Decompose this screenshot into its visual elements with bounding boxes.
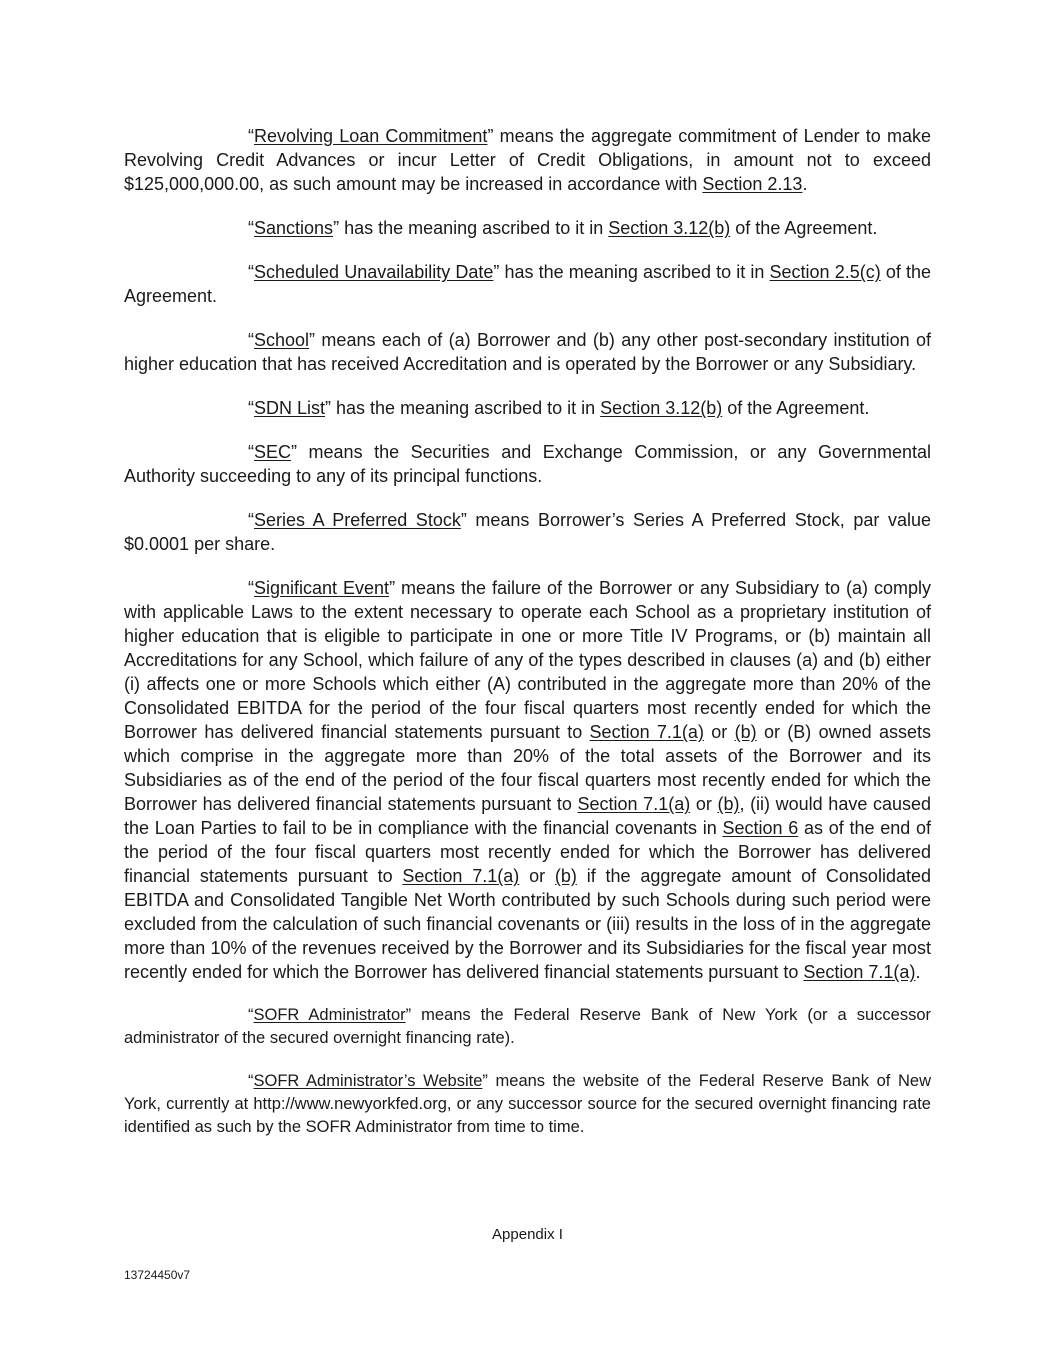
definition-text: of the Agreement. [722,398,870,418]
defined-term: Sanctions [254,218,334,238]
section-reference: Section 7.1(a) [577,794,691,814]
document-body [124,124,931,1159]
definition-paragraph: “SOFR Administrator’s Website” means the website of the Federal Reserve Bank of New York, currently at http://www.newyorkfed.org, or any successor source for the secured overnight financing rate identified as such by the SOFR Administrator from time to time. [124,1072,931,1136]
definition-text: of the Agreement. [730,218,878,238]
definition-text: has the meaning ascribed to it in [499,262,770,282]
defined-term: Revolving Loan Commitment [254,126,488,146]
definition-text: has the meaning ascribed to it in [339,218,609,238]
definition-text: means Borrower’s Series A Preferred Stock, par value $0.0001 per share. [124,510,931,554]
page-footer-label: Appendix I [492,1226,563,1243]
section-reference: Section 7.1(a) [803,962,916,982]
defined-term: SOFR Administrator’s Website [253,1072,483,1090]
definition-paragraph: “Sanctions” has the meaning ascribed to it in Section 3.12(b) of the Agreement. [248,218,878,238]
defined-term: SEC [254,442,292,462]
definition-paragraph: “SEC” means the Securities and Exchange Commission, or any Governmental Authority succeeding to any of its principal functions. [124,442,931,486]
document-id: 13724450v7 [124,1268,191,1282]
definition-paragraph: “Series A Preferred Stock” means Borrower’s Series A Preferred Stock, par value $0.0001 per share. [124,510,931,554]
section-reference: (b) [717,794,740,814]
section-reference: Section 3.12(b) [600,398,723,418]
definition-text: has the meaning ascribed to it in [331,398,601,418]
definition-text: if the aggregate amount of Consolidated EBITDA and Consolidated Tangible Net Worth contributed by such Schools during such period were excluded from the calculation of such financial covenants or (iii) results in the loss of in the aggregate more than 10% of the revenues received by the Borrower and its Subsidiaries for the fiscal year most recently ended for which the Borrower has delivered financial statements pursuant to [124,866,931,982]
defined-term: SOFR Administrator [253,1006,406,1024]
definition-text: means the Securities and Exchange Commission, or any Governmental Authority succeeding to any of its principal functions. [124,442,931,486]
section-reference: (b) [554,866,577,886]
section-reference: Section 7.1(a) [402,866,520,886]
section-reference: Section 2.5(c) [769,262,881,282]
section-reference: (b) [734,722,757,742]
definition-text: , (ii) would have caused the Loan Parties to fail to be in compliance with the financial covenants in [124,794,931,838]
definition-paragraph: “Scheduled Unavailability Date” has the meaning ascribed to it in Section 2.5(c) of the Agreement. [124,262,931,306]
definition-text: means each of (a) Borrower and (b) any other post-secondary institution of higher education that has received Accreditation and is operated by the Borrower or any Subsidiary. [124,330,931,374]
section-reference: Section 7.1(a) [589,722,704,742]
definition-text: means the website of the Federal Reserve Bank of New York, currently at http://www.newyorkfed.org, or any successor source for the secured overnight financing rate identified as such by the SOFR Administrator from time to time. [124,1072,931,1136]
definition-paragraph: “Significant Event” means the failure of the Borrower or any Subsidiary to (a) comply with applicable Laws to the extent necessary to operate each School as a proprietary institution of higher education that is eligible to participate in one or more Title IV Programs, or (b) maintain all Accreditations for any School, which failure of any of the types described in clauses (a) and (b) either (i) affects one or more Schools which either (A) contributed in the aggregate more than 20% of the Consolidated EBITDA for the period of the four fiscal quarters most recently ended for which the Borrower has delivered financial statements pursuant to Section 7.1(a) or (b) or (B) owned assets which comprise in the aggregate more than 20% of the total assets of the Borrower and its Subsidiaries as of the end of the period of the four fiscal quarters most recently ended for which the Borrower has delivered financial statements pursuant to Section 7.1(a) or (b), (ii) would have caused the Loan Parties to fail to be in compliance with the financial covenants in Section 6 as of the end of the period of the four fiscal quarters most recently ended for which the Borrower has delivered financial statements pursuant to Section 7.1(a) or (b) if the aggregate amount of Consolidated EBITDA and Consolidated Tangible Net Worth contributed by such Schools during such period were excluded from the calculation of such financial covenants or (iii) results in the loss of in the aggregate more than 10% of the revenues received by the Borrower and its Subsidiaries for the fiscal year most recently ended for which the Borrower has delivered financial statements pursuant to Section 7.1(a). [124,578,932,982]
definition-text: means the aggregate commitment of Lender to make Revolving Credit Advances or incur Letter of Credit Obligations, in amount not to exceed $125,000,000.00, as such amount may be increased in accordance with [124,126,931,194]
definition-text: means the Federal Reserve Bank of New York (or a successor administrator of the secured overnight financing rate). [124,1006,931,1047]
definition-paragraph: “School” means each of (a) Borrower and (b) any other post-secondary institution of higher education that has received Accreditation and is operated by the Borrower or any Subsidiary. [124,330,931,374]
definition-text: or [690,794,718,814]
defined-term: Scheduled Unavailability Date [254,262,494,282]
definition-paragraph: “SDN List” has the meaning ascribed to it in Section 3.12(b) of the Agreement. [248,398,870,418]
definition-paragraph: “SOFR Administrator” means the Federal Reserve Bank of New York (or a successor administrator of the secured overnight financing rate). [124,1006,931,1047]
section-reference: Section 6 [722,818,799,838]
definition-text: as of the end of the period of the four fiscal quarters most recently ended for which the Borrower has delivered financial statements pursuant to [124,818,931,886]
definition-text: or (B) owned assets which comprise in the aggregate more than 20% of the total assets of the Borrower and its Subsidiaries as of the end of the period of the four fiscal quarters most recently ended for which the Borrower has delivered financial statements pursuant to [124,722,931,814]
defined-term: Significant Event [254,578,390,598]
definition-text: means the failure of the Borrower or any Subsidiary to (a) comply with applicable Laws to the extent necessary to operate each School as a proprietary institution of higher education that is eligible to participate in one or more Title IV Programs, or (b) maintain all Accreditations for any School, which failure of any of the types described in clauses (a) and (b) either (i) affects one or more Schools which either (A) contributed in the aggregate more than 20% of the Consolidated EBITDA for the period of the four fiscal quarters most recently ended for which the Borrower has delivered financial statements pursuant to [124,578,932,742]
section-reference: Section 3.12(b) [608,218,731,238]
definition-paragraph: “Revolving Loan Commitment” means the aggregate commitment of Lender to make Revolving Credit Advances or incur Letter of Credit Obligations, in amount not to exceed $125,000,000.00, as such amount may be increased in accordance with Section 2.13. [124,126,931,194]
section-reference: Section 2.13 [702,174,803,194]
definition-text: of the Agreement. [124,262,931,306]
defined-term: Series A Preferred Stock [254,510,461,530]
defined-term: SDN List [254,398,326,418]
definition-text: or [519,866,555,886]
defined-term: School [254,330,310,350]
definition-text: . [802,174,808,194]
definition-text: . [915,962,921,982]
definition-text: or [703,722,735,742]
